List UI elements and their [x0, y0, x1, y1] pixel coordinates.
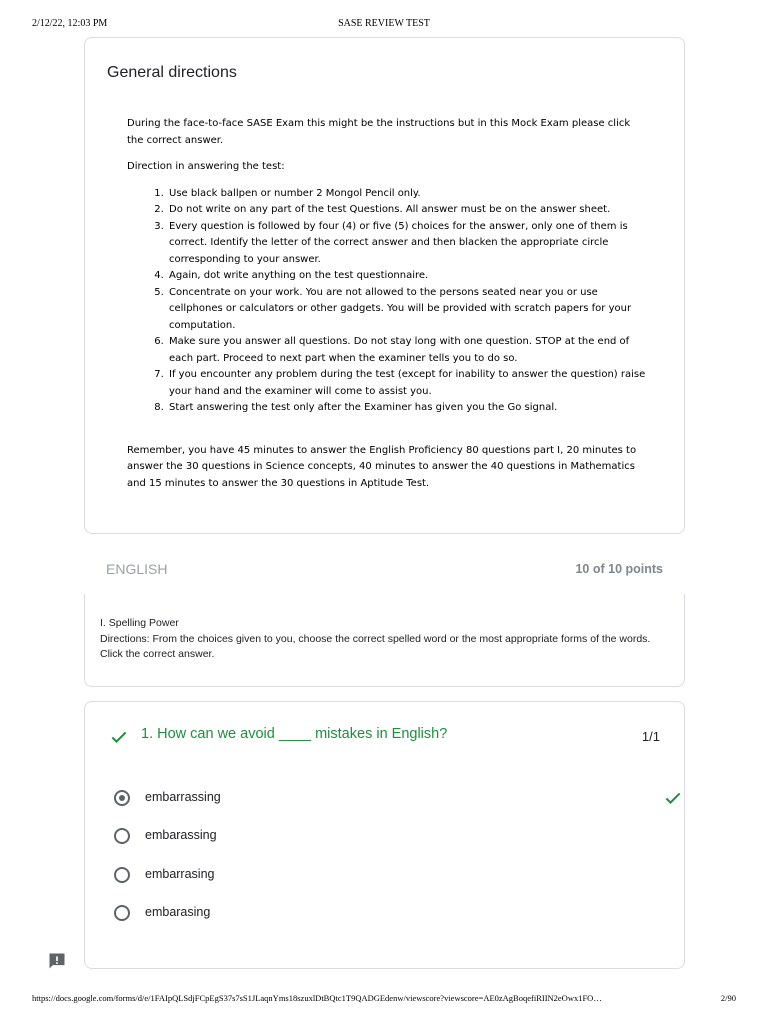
spelling-text: [100, 616, 660, 663]
section-points: 10 of 10 points: [575, 562, 663, 576]
correct-check-icon: [109, 727, 129, 747]
radio-selected[interactable]: [114, 790, 130, 806]
directions-subheading: Direction in answering the test:: [127, 161, 285, 172]
question-score: 1/1: [641, 729, 660, 744]
option-label: embarassing: [145, 828, 217, 842]
option-label: embarrasing: [145, 867, 215, 881]
direction-item: 2. Do not write on any part of the test Questions. All answer must be on the answer sheet.: [167, 202, 647, 219]
direction-item: 5. Concentrate on your work. You are not allowed to the persons seated near you or use cellphones or calculators or other gadgets. You will be provided with scratch papers for your computation.: [167, 285, 647, 335]
direction-item: 8. Start answering the test only after the Examiner has given you the Go signal.: [167, 400, 647, 417]
directions-intro: During the face-to-face SASE Exam this might be the instructions but in this Mock Exam please click the correct answer.: [127, 118, 631, 146]
directions-list: [127, 186, 647, 417]
correct-answer-check-icon: [663, 788, 683, 808]
print-title: SASE REVIEW TEST: [338, 18, 430, 29]
print-page-number: 2/90: [720, 993, 736, 1003]
direction-item: 6. Make sure you answer all questions. Do not stay long with one question. STOP at the end of each part. Proceed to next part when the examiner tells you to do so.: [167, 334, 647, 367]
radio-unselected[interactable]: [114, 828, 130, 844]
print-footer: [0, 993, 768, 1007]
directions-closing: Remember, you have 45 minutes to answer the English Proficiency 80 questions part I, 20 minutes to answer the 30 questions in Science concepts, 40 minutes to answer the 40 questions in Mathematics and 15 minutes to answer the 30 questions in Aptitude Test.: [127, 444, 637, 489]
option-label: embarasing: [145, 905, 211, 919]
directions-body: [127, 116, 647, 502]
direction-item: 4. Again, dot write anything on the test questionnaire.: [167, 268, 647, 285]
direction-item: 7. If you encounter any problem during the test (except for inability to answer the question) raise your hand and the examiner will come to assist you.: [167, 367, 647, 400]
print-header: [0, 18, 768, 32]
report-feedback-icon[interactable]: [47, 951, 67, 971]
radio-unselected[interactable]: [114, 905, 130, 921]
spelling-heading: I. Spelling Power: [100, 617, 179, 629]
question-card: [84, 701, 685, 969]
spelling-power-card: [84, 594, 685, 687]
print-datetime: 2/12/22, 12:03 PM: [32, 18, 108, 29]
print-url: https://docs.google.com/forms/d/e/1FAIpQLSdjFCpEgS37s7sS1JLaqnYms18szuxlDtBQtc1T9QADGEdenw/viewscore?viewscore=AE0zAgBoqefiRIIN2eOwx1FO…: [32, 993, 602, 1003]
section-header: [84, 552, 685, 588]
question-text: 1. How can we avoid ____ mistakes in English?: [141, 726, 448, 742]
direction-item: 1. Use black ballpen or number 2 Mongol Pencil only.: [167, 186, 647, 203]
direction-item: 3. Every question is followed by four (4) or five (5) choices for the answer, only one of them is correct. Identify the letter of the correct answer and then blacken the appropriate circle corresponding to your answer.: [167, 219, 647, 269]
section-title: ENGLISH: [106, 561, 168, 577]
directions-title: General directions: [107, 64, 237, 81]
general-directions-card: [84, 37, 685, 534]
spelling-directions: Directions: From the choices given to you, choose the correct spelled word or the most appropriate forms of the words. Click the correct answer.: [100, 632, 651, 660]
option-label: embarrassing: [145, 790, 221, 804]
radio-unselected[interactable]: [114, 867, 130, 883]
